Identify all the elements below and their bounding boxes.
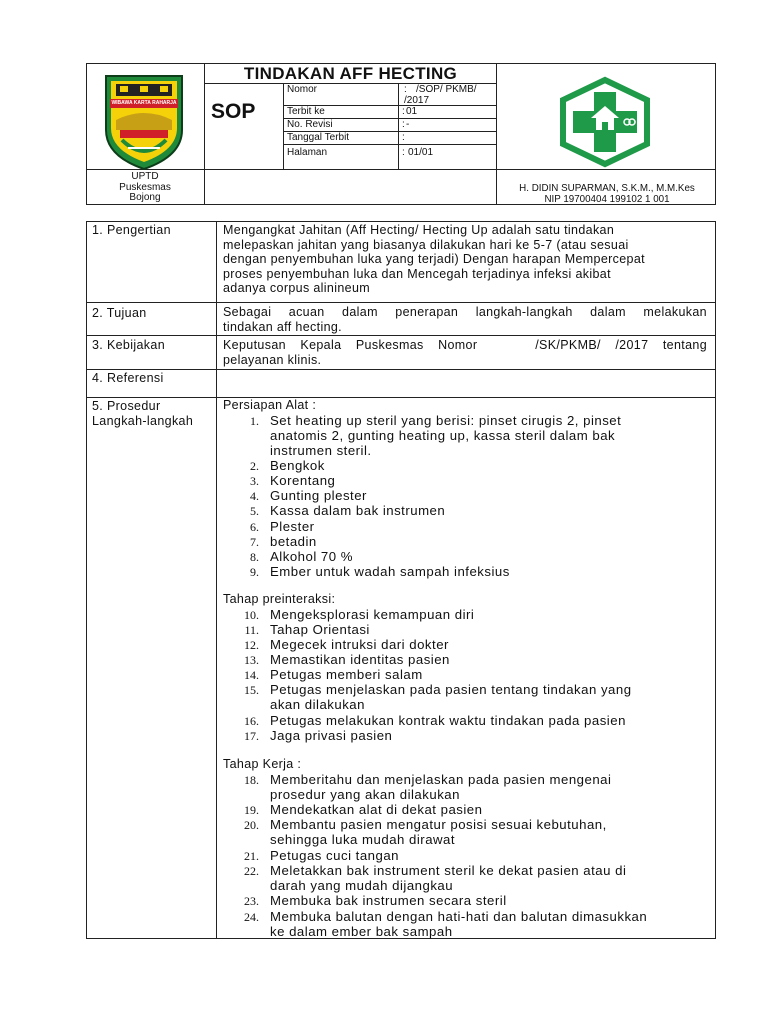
label-prosedur — [92, 399, 193, 428]
item-number: 15. — [244, 683, 259, 697]
list-item — [270, 413, 715, 458]
field-label-nomor: Nomor — [287, 84, 318, 95]
list-item-line: Membantu pasien mengatur posisi sesuai kebutuhan, — [270, 817, 607, 832]
item-number: 1. — [250, 414, 259, 428]
preinteraksi-heading: Tahap preinteraksi: — [223, 592, 336, 606]
list-item: Memastikan identitas pasien — [270, 652, 450, 667]
list-item-line: anatomis 2, gunting heating up, kassa steril dalam bak — [270, 428, 616, 443]
tujuan-text — [223, 305, 707, 334]
item-number: 5. — [250, 504, 259, 518]
label-tujuan: 2. Tujuan — [92, 306, 147, 320]
org-line-2: Puskesmas — [119, 181, 171, 193]
item-number: 22. — [244, 864, 259, 878]
list-item: Petugas melakukan kontrak waktu tindakan pada pasien — [270, 713, 626, 728]
label-pengertian: 1. Pengertian — [92, 223, 171, 237]
field-value-nomor: /SOP/ PKMB/ /2017 — [404, 84, 477, 106]
item-number: 9. — [250, 565, 259, 579]
item-number: 14. — [244, 668, 259, 682]
item-number: 4. — [250, 489, 259, 503]
pengertian-line: melepaskan jahitan yang biasanya dilakukan hari ke 5-7 (atau sesuai — [223, 237, 629, 252]
pengertian-line: adanya corpus alinineum — [223, 281, 371, 296]
item-number: 20. — [244, 818, 259, 832]
item-number: 3. — [250, 474, 259, 488]
item-number: 24. — [244, 910, 259, 924]
label-prosedur-line-1: 5. Prosedur — [92, 399, 161, 413]
kebijakan-text — [223, 338, 707, 367]
org-line-3: Bojong — [129, 192, 161, 203]
item-number: 16. — [244, 714, 259, 728]
field-value-terbit: 01 — [406, 106, 418, 117]
item-number: 19. — [244, 803, 259, 817]
list-item-line: prosedur yang akan dilakukan — [270, 787, 460, 802]
pengertian-text — [223, 223, 713, 296]
list-item-line: ke dalam ember bak sampah — [270, 924, 453, 939]
list-item: Kassa dalam bak instrumen — [270, 503, 446, 518]
list-item: Gunting plester — [270, 488, 367, 503]
label-referensi: 4. Referensi — [92, 371, 164, 385]
list-item-line: darah yang mudah dijangkau — [270, 878, 454, 893]
kerja-heading: Tahap Kerja : — [223, 757, 302, 771]
signer-nip: NIP 19700404 199102 1 001 — [544, 194, 670, 205]
item-number: 10. — [244, 608, 259, 622]
field-label-terbit: Terbit ke — [287, 106, 325, 117]
list-item: Petugas cuci tangan — [270, 848, 400, 863]
document-title: TINDAKAN AFF HECTING — [243, 64, 458, 83]
field-sep-halaman: : — [402, 147, 405, 158]
list-item: Petugas memberi salam — [270, 667, 423, 682]
list-item: Mendekatkan alat di dekat pasien — [270, 802, 483, 817]
item-number: 2. — [250, 459, 259, 473]
list-item-line: Set heating up steril yang berisi: pinset cirugis 2, pinset — [270, 413, 622, 428]
signer-name: H. DIDIN SUPARMAN, S.K.M., M.M.Kes — [519, 183, 695, 194]
list-item-line: Membuka balutan dengan hati-hati dan balutan dimasukkan — [270, 909, 648, 924]
field-value-revisi: - — [406, 119, 410, 130]
list-item-line: instrumen steril. — [270, 443, 372, 458]
field-sep-tanggal: : — [402, 132, 405, 143]
puskesmas-logo — [555, 76, 655, 168]
list-item: Alkohol 70 % — [270, 549, 353, 564]
field-label-revisi: No. Revisi — [287, 119, 333, 130]
item-number: 6. — [250, 520, 259, 534]
list-item: Megecek intruksi dari dokter — [270, 637, 449, 652]
pengertian-line: Mengangkat Jahitan (Aff Hecting/ Hecting Up adalah satu tindakan — [223, 223, 615, 237]
item-number: 17. — [244, 729, 259, 743]
field-label-halaman: Halaman — [287, 147, 328, 158]
item-number: 7. — [250, 535, 259, 549]
field-label-tanggal: Tanggal Terbit — [287, 132, 350, 143]
list-item: betadin — [270, 534, 317, 549]
list-item — [270, 909, 715, 939]
list-item: Tahap Orientasi — [270, 622, 370, 637]
list-item: Korentang — [270, 473, 336, 488]
label-kebijakan: 3. Kebijakan — [92, 338, 165, 352]
list-item — [270, 682, 715, 712]
tujuan-line: Sebagai acuan dalam penerapan langkah-langkah dalam melakukan — [223, 305, 707, 319]
item-number: 21. — [244, 849, 259, 863]
list-item-line: akan dilakukan — [270, 697, 365, 712]
list-item — [270, 772, 715, 802]
item-number: 18. — [244, 773, 259, 787]
field-sep-revisi: : — [402, 119, 405, 130]
list-item: Plester — [270, 519, 315, 534]
list-item — [270, 817, 715, 847]
field-sep-nomor: : — [404, 84, 407, 95]
list-item-line: Petugas menjelaskan pada pasien tentang tindakan yang — [270, 682, 632, 697]
kebijakan-line: pelayanan klinis. — [223, 352, 322, 367]
tujuan-line: tindakan aff hecting. — [223, 319, 343, 334]
item-number: 13. — [244, 653, 259, 667]
item-number: 8. — [250, 550, 259, 564]
list-item: Ember untuk wadah sampah infeksius — [270, 564, 510, 579]
sop-label: SOP — [211, 100, 256, 123]
logo-banner-text: WIBAWA KARTA RAHARJA — [111, 100, 177, 106]
item-number: 12. — [244, 638, 259, 652]
list-item: Membuka bak instrumen secara steril — [270, 893, 507, 908]
pengertian-line: proses penyembuhan luka dan Mencegah terjadinya infeksi akibat — [223, 266, 611, 281]
label-prosedur-line-2: Langkah-langkah — [92, 413, 194, 428]
regional-emblem-logo — [102, 72, 186, 172]
persiapan-heading: Persiapan Alat : — [223, 398, 317, 412]
item-number: 23. — [244, 894, 259, 908]
list-item-line: Meletakkan bak instrument steril ke dekat pasien atau di — [270, 863, 627, 878]
kebijakan-line: Keputusan Kepala Puskesmas Nomor /SK/PKMB/ /2017 tentang — [223, 338, 707, 352]
list-item: Jaga privasi pasien — [270, 728, 393, 743]
field-value-halaman: 01/01 — [408, 147, 434, 158]
org-line-1: UPTD — [131, 171, 159, 182]
list-item: Bengkok — [270, 458, 325, 473]
list-item — [270, 863, 715, 893]
item-number: 11. — [244, 623, 259, 637]
pengertian-line: dengan penyembuhan luka yang terjadi) Dengan harapan Mempercepat — [223, 252, 645, 267]
field-sep-terbit: : — [402, 106, 405, 117]
list-item: Mengeksplorasi kemampuan diri — [270, 607, 475, 622]
list-item-line: Memberitahu dan menjelaskan pada pasien mengenai — [270, 772, 612, 787]
org-name — [86, 172, 204, 204]
list-item-line: sehingga luka mudah dirawat — [270, 832, 456, 847]
